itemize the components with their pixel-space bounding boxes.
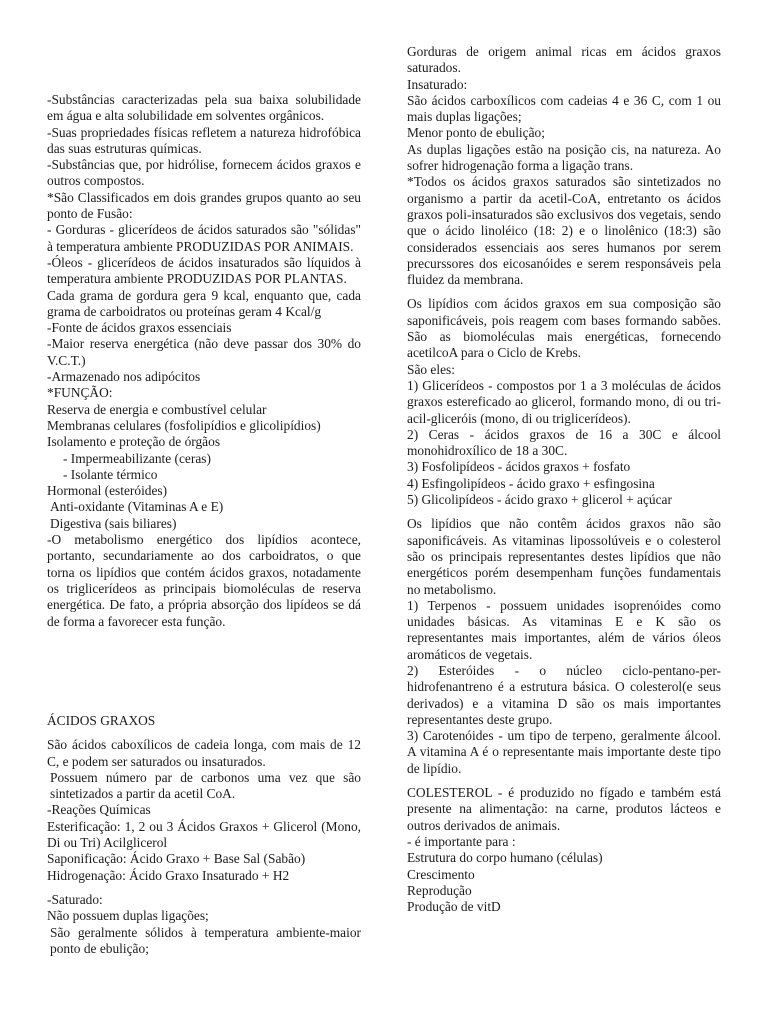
list-item: 2) Ceras - ácidos graxos de 16 a 30C e álcool monohidroxílico de 18 a 30C. (407, 426, 721, 459)
left-column (47, 92, 361, 630)
function-heading: *FUNÇÃO: (47, 385, 113, 401)
paragraph: Não possuem duplas ligações; (47, 908, 209, 924)
left-column-section-2 (47, 713, 361, 957)
list-item: - Impermeabilizante (ceras) (63, 450, 211, 466)
list-item: Digestiva (sais biliares) (50, 515, 177, 531)
list-item: 1) Terpenos - possuem unidades isoprenóides como unidades básicas. As vitaminas E e K são os representantes mais importantes, além de vários óleos aromáticos de vegetais. (407, 597, 721, 662)
paragraph: -Armazenado nos adipócitos (47, 369, 201, 385)
paragraph: - Gorduras - glicerídeos de ácidos saturados são "sólidas" à temperatura ambiente PRODUZIDAS POR ANIMAIS. (47, 222, 361, 254)
list-item: 3) Fosfolipídeos - ácidos graxos + fosfato (407, 459, 631, 475)
list-item: Hormonal (esteróides) (47, 483, 168, 499)
paragraph: COLESTEROL - é produzido no fígado e também está presente na alimentação: na carne, produtos lácteos e outros derivados de animais. (407, 785, 721, 833)
paragraph: Gorduras de origem animal ricas em ácidos graxos saturados. (407, 44, 721, 76)
paragraph: As duplas ligações estão na posição cis, na natureza. Ao sofrer hidrogenação forma a ligação trans. (407, 141, 721, 174)
paragraph: -Suas propriedades físicas refletem a natureza hidrofóbica das suas estruturas químicas. (47, 124, 361, 156)
list-item: 2) Esteróides - o núcleo ciclo-pentano-per-hidrofenantreno é a estrutura básica. O colesterol(e seus derivados) e a vitamina D são os mais importantes representantes deste grupo. (407, 662, 721, 727)
paragraph: -Maior reserva energética (não deve passar dos 30% do V.C.T.) (47, 336, 361, 368)
paragraph: -Reações Químicas (47, 802, 151, 818)
paragraph: Possuem número par de carbonos uma vez que são sintetizados a partir da acetil CoA. (50, 769, 361, 802)
list-item: Anti-oxidante (Vitaminas A e E) (50, 499, 224, 515)
paragraph: São geralmente sólidos à temperatura ambiente-maior ponto de ebulição; (50, 924, 361, 956)
paragraph: - é importante para : (407, 833, 516, 849)
list-item: - Isolante térmico (63, 466, 158, 482)
paragraph: Esterificação: 1, 2 ou 3 Ácidos Graxos + Glicerol (Mono, Di ou Tri) Acilglicerol (47, 818, 361, 851)
paragraph: São eles: (407, 361, 455, 377)
paragraph: -Saturado: (47, 891, 103, 907)
list-item: Crescimento (407, 866, 475, 882)
paragraph: São ácidos caboxílicos de cadeia longa, com mais de 12 C, e podem ser saturados ou insaturados. (47, 737, 361, 769)
section-heading: ÁCIDOS GRAXOS (47, 713, 156, 728)
paragraph: -Substâncias que, por hidrólise, fornecem ácidos graxos e outros compostos. (47, 157, 361, 189)
paragraph: Saponificação: Ácido Graxo + Base Sal (Sabão) (47, 851, 306, 867)
paragraph: *Todos os ácidos graxos saturados são sintetizados no organismo a partir da acetil-CoA, entretanto os ácidos graxos poli-insaturados são exclusivos dos vegetais, sendo que o ácido linoléico (18: 2) e o linolênico (18:3) são considerados essenciais aos seres humanos por serem precurssores dos eicosanóides e serem responsáveis pela fluidez da membrana. (407, 174, 721, 288)
list-item: 3) Carotenóides - um tipo de terpeno, geralmente álcool. A vitamina A é o representante mais importante deste tipo de lipídio. (407, 728, 721, 776)
list-item: Reprodução (407, 882, 472, 898)
paragraph: Hidrogenação: Ácido Graxo Insaturado + H2 (47, 867, 290, 883)
paragraph: Os lipídios com ácidos graxos em sua composição são saponificáveis, pois reagem com bases formando sabões. São as biomoléculas mais energéticas, fornecendo acetilcoA para o Ciclo de Krebs. (407, 296, 721, 361)
paragraph: -Substâncias caracterizadas pela sua baixa solubilidade em água e alta solubilidade em solventes orgânicos. (47, 92, 361, 124)
list-item: Isolamento e proteção de órgãos (47, 434, 221, 450)
list-item: 1) Glicerídeos - compostos por 1 a 3 moléculas de ácidos graxos estereficado ao glicerol, formando mono, di ou tri-acil-gliceróis (mono, di ou triglicerídeos). (407, 377, 721, 426)
paragraph: Os lipídios que não contêm ácidos graxos não são saponificáveis. As vitaminas lipossolúveis e o colesterol são os principais representantes destes lipídios que não energéticos porém desempenham funções fundamentais no metabolismo. (407, 516, 721, 597)
list-item: Membranas celulares (fosfolipídios e glicolipídios) (47, 417, 321, 433)
list-item: 5) Glicolipídeos - ácido graxo + glicerol + açúcar (407, 492, 672, 508)
paragraph: Menor ponto de ebulição; (407, 125, 545, 141)
paragraph: São ácidos carboxílicos com cadeias 4 e 36 C, com 1 ou mais duplas ligações; (407, 92, 721, 125)
paragraph: -O metabolismo energético dos lipídios acontece, portanto, secundariamente ao dos carboidratos, o que torna os lipídios que contém ácidos graxos, notadamente os triglicerídeos as principais biomoléculas de reserva energética. De fato, a própria absorção dos lipídeos se dá de forma a favorecer esta função. (47, 532, 361, 629)
list-item: Estrutura do corpo humano (células) (407, 850, 603, 866)
paragraph: -Fonte de ácidos graxos essenciais (47, 320, 232, 336)
paragraph: Cada grama de gordura gera 9 kcal, enquanto que, cada grama de carboidratos ou proteínas geram 4 Kcal/g (47, 287, 361, 319)
paragraph: *São Classificados em dois grandes grupos quanto ao seu ponto de Fusão: (47, 189, 361, 222)
list-item: 4) Esfingolipídeos - ácido graxo + esfingosina (407, 475, 655, 491)
right-column (407, 44, 721, 915)
paragraph: -Óleos - glicerídeos de ácidos insaturados são líquidos à temperatura ambiente PRODUZIDAS POR PLANTAS. (47, 254, 361, 287)
paragraph: Insaturado: (407, 76, 468, 92)
list-item: Produção de vitD (407, 899, 501, 915)
list-item: Reserva de energia e combustível celular (47, 401, 267, 417)
